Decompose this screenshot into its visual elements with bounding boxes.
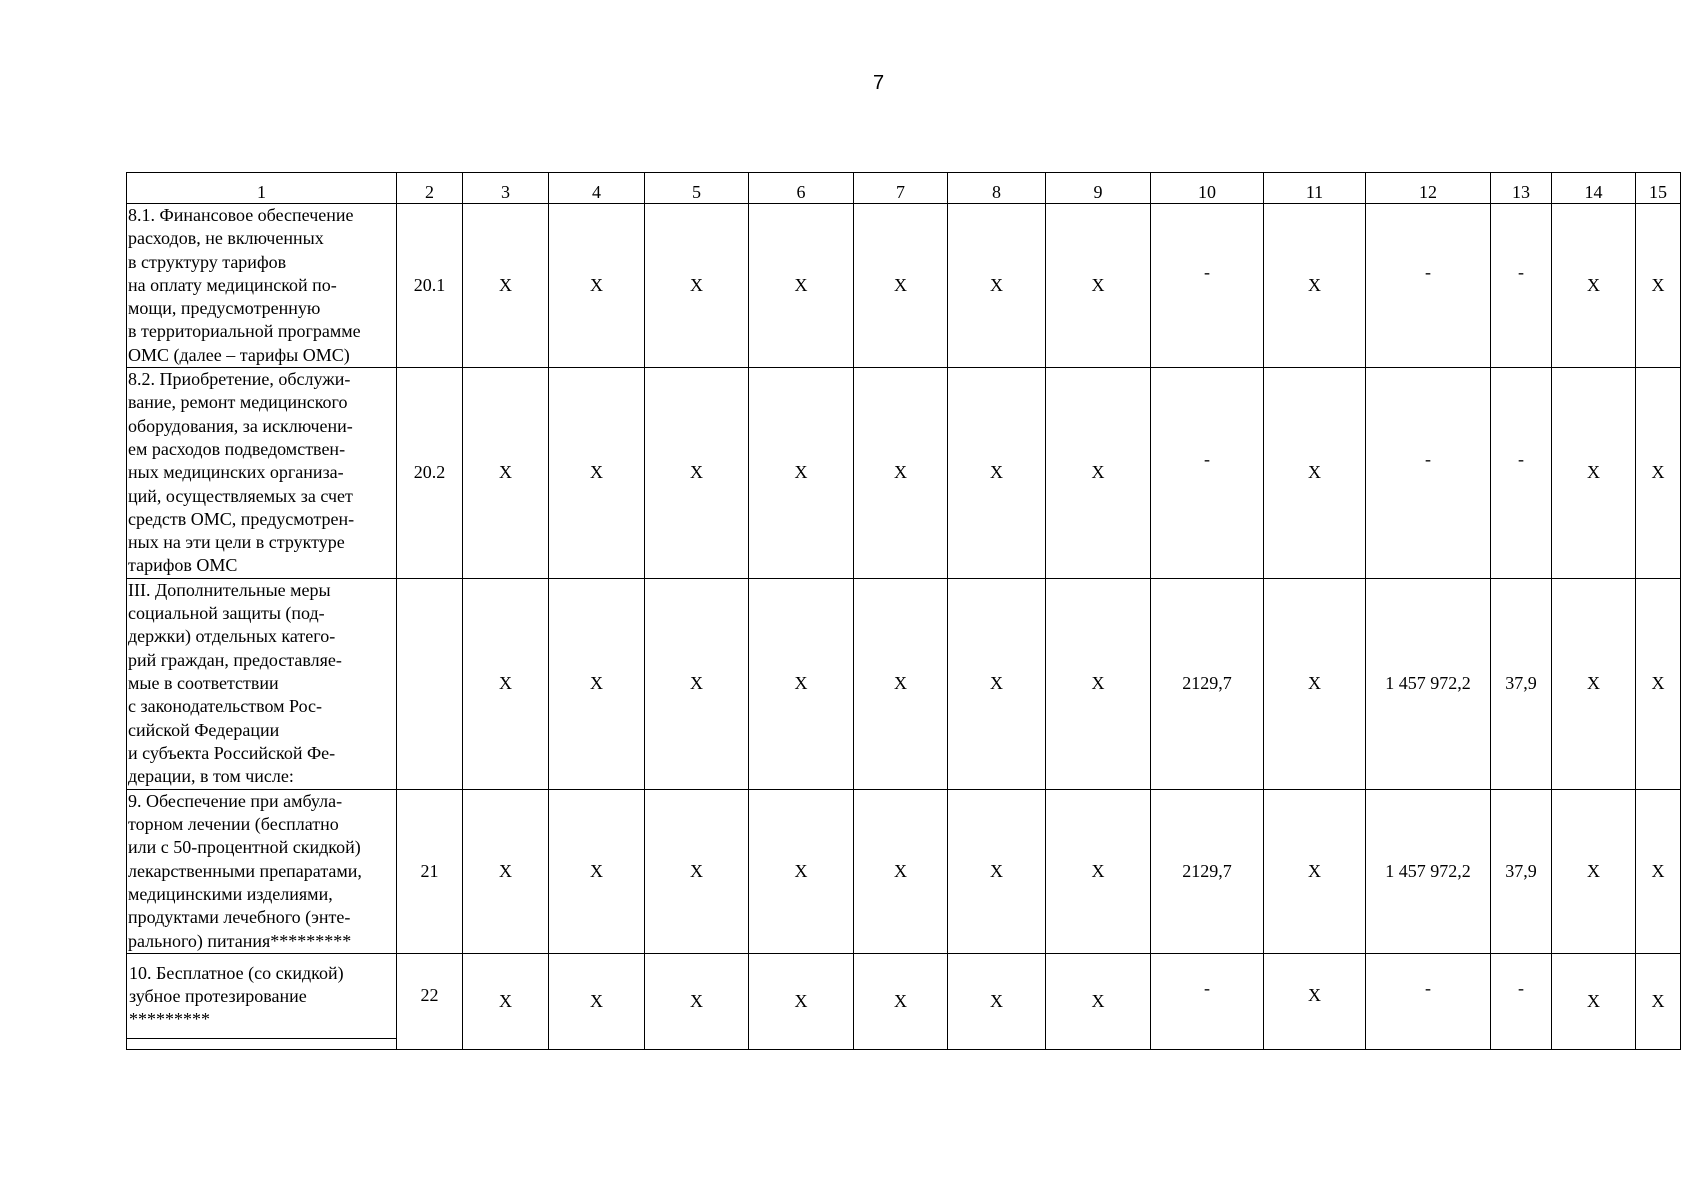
description-line: с законодательством Рос- [128, 696, 323, 717]
cell-value: X [590, 673, 603, 694]
cell-value: X [794, 462, 808, 483]
header-cell-2: 2 [397, 173, 463, 204]
cell-value: X [690, 673, 703, 694]
table-cell-col-13 [1491, 953, 1552, 1049]
table-cell-col-11 [1264, 368, 1366, 579]
cell-value: 37,9 [1505, 860, 1537, 881]
header-cell-6: 6 [749, 173, 854, 204]
header-cell-1: 1 [127, 173, 397, 204]
cell-value: - [1204, 261, 1210, 282]
cell-value: - [1518, 261, 1524, 282]
table-cell-col-9 [1046, 789, 1151, 953]
cell-value: X [990, 673, 1003, 694]
cell-value: X [1091, 990, 1105, 1011]
table-cell-col-12 [1366, 953, 1491, 1049]
cell-value: X [1587, 462, 1600, 483]
table-cell-col-12 [1366, 578, 1491, 789]
table-cell-col-2 [397, 368, 463, 579]
cell-value: X [794, 860, 808, 881]
description-line: средств ОМС, предусмотрен- [128, 508, 355, 529]
description-line: 9. Обеспечение при амбула- [128, 790, 343, 811]
table-cell-col-7 [854, 368, 948, 579]
table-cell-col-6 [749, 953, 854, 1049]
table-cell-col-7 [854, 953, 948, 1049]
table-row [127, 204, 1681, 368]
table-cell-col-2 [397, 789, 463, 953]
table-cell-col-15 [1636, 953, 1681, 1049]
cell-value: X [1091, 673, 1105, 694]
description-line: ********* [129, 1009, 210, 1030]
description-line: медицинскими изделиями, [128, 883, 333, 904]
table-cell-col-13 [1491, 368, 1552, 579]
cell-value: X [590, 274, 603, 295]
table-cell-col-10 [1151, 204, 1264, 368]
cell-value: 21 [420, 860, 439, 881]
table-cell-col-5 [645, 368, 749, 579]
description-line: ций, осуществляемых за счет [128, 485, 353, 506]
cell-value: X [1651, 274, 1665, 295]
cell-value: X [894, 990, 907, 1011]
table-cell-col-12 [1366, 368, 1491, 579]
header-cell-11: 11 [1264, 173, 1366, 204]
description-line: на оплату медицинской по- [128, 274, 337, 295]
cell-value: X [1091, 274, 1105, 295]
table-cell-col-8 [948, 578, 1046, 789]
description-line: III. Дополнительные меры [128, 579, 331, 600]
row-description [127, 204, 397, 368]
cell-value: X [690, 860, 703, 881]
table-cell-col-10 [1151, 789, 1264, 953]
row-description [127, 789, 397, 953]
table-cell-col-15 [1636, 578, 1681, 789]
description-line: мощи, предусмотренную [128, 298, 321, 319]
cell-value: X [1091, 462, 1105, 483]
table-cell-col-13 [1491, 789, 1552, 953]
description-line: мые в соответствии [128, 672, 279, 693]
table-cell-col-2 [397, 204, 463, 368]
cell-value: X [894, 860, 907, 881]
table-cell-col-14 [1552, 953, 1636, 1049]
description-line: ем расходов подведомствен- [128, 438, 346, 459]
header-cell-5: 5 [645, 173, 749, 204]
header-cell-12: 12 [1366, 173, 1491, 204]
table-cell-col-11 [1264, 204, 1366, 368]
description-line: рий граждан, предоставляе- [128, 649, 342, 670]
table-row [127, 789, 1681, 953]
cell-value: X [590, 990, 603, 1011]
description-line: вание, ремонт медицинского [128, 392, 348, 413]
description-line: зубное протезирование [129, 986, 307, 1007]
cell-value: X [690, 462, 703, 483]
table-cell-col-15 [1636, 204, 1681, 368]
table-cell-col-3 [463, 578, 549, 789]
cell-value: 20.1 [413, 274, 446, 295]
cell-value: X [590, 860, 603, 881]
description-line: в структуру тарифов [128, 251, 287, 272]
description-line: дерации, в том числе: [128, 766, 294, 787]
cell-value: 1 457 972,2 [1385, 673, 1471, 694]
table-cell-col-3 [463, 953, 549, 1049]
table-cell-col-9 [1046, 204, 1151, 368]
cell-value: X [1651, 860, 1665, 881]
header-cell-8: 8 [948, 173, 1046, 204]
table-cell-col-8 [948, 953, 1046, 1049]
cell-value: X [990, 990, 1003, 1011]
description-line: сийской Федерации [128, 719, 280, 740]
table-cell-col-2 [397, 953, 463, 1049]
table-cell-col-13 [1491, 578, 1552, 789]
cell-value: X [499, 274, 512, 295]
table-cell-col-15 [1636, 789, 1681, 953]
table-cell-col-15 [1636, 368, 1681, 579]
table-cell-col-12 [1366, 789, 1491, 953]
table-cell-col-14 [1552, 368, 1636, 579]
header-cell-13: 13 [1491, 173, 1552, 204]
cell-value: X [794, 274, 808, 295]
cell-value: - [1204, 449, 1210, 470]
row-description [127, 953, 397, 1049]
description-line: рального) питания********* [128, 930, 352, 951]
budget-table [126, 172, 1681, 1050]
table-row [127, 953, 1681, 1049]
cell-value: X [990, 462, 1003, 483]
table-cell-col-11 [1264, 578, 1366, 789]
table-cell-col-9 [1046, 953, 1151, 1049]
table-cell-col-10 [1151, 368, 1264, 579]
description-line: держки) отдельных катего- [128, 626, 336, 647]
cell-value: X [499, 860, 512, 881]
cell-value: X [1651, 673, 1665, 694]
cell-value: X [1308, 860, 1321, 881]
table-cell-col-6 [749, 204, 854, 368]
table-row [127, 368, 1681, 579]
description-line: торном лечении (бесплатно [128, 814, 339, 835]
header-cell-15: 15 [1636, 173, 1681, 204]
header-cell-7: 7 [854, 173, 948, 204]
cell-value: - [1518, 449, 1524, 470]
table-cell-col-4 [549, 578, 645, 789]
table-cell-col-5 [645, 789, 749, 953]
cell-value: X [499, 990, 512, 1011]
table-cell-col-14 [1552, 789, 1636, 953]
cell-value: X [1587, 673, 1600, 694]
table-cell-col-4 [549, 953, 645, 1049]
description-line: тарифов ОМС [128, 555, 238, 576]
cell-value: - [1425, 261, 1431, 282]
cell-value: X [1308, 673, 1321, 694]
cell-value: X [1651, 462, 1665, 483]
table-row [127, 578, 1681, 789]
description-line: 8.2. Приобретение, обслужи- [128, 369, 351, 390]
header-cell-9: 9 [1046, 173, 1151, 204]
row-description [127, 578, 397, 789]
table-cell-col-11 [1264, 789, 1366, 953]
cell-value: 1 457 972,2 [1385, 860, 1471, 881]
table-cell-col-10 [1151, 578, 1264, 789]
page-number: 7 [872, 72, 885, 94]
cell-value: X [690, 274, 703, 295]
cell-value: X [1308, 274, 1321, 295]
table-cell-col-4 [549, 204, 645, 368]
cell-value: X [794, 990, 808, 1011]
header-cell-4: 4 [549, 173, 645, 204]
cell-value: X [690, 990, 703, 1011]
cell-value: X [1308, 462, 1321, 483]
cell-value: - [1425, 977, 1431, 998]
table-cell-col-3 [463, 368, 549, 579]
cell-value: X [1308, 984, 1321, 1005]
cell-value: - [1425, 449, 1431, 470]
table-cell-col-14 [1552, 204, 1636, 368]
table-cell-col-13 [1491, 204, 1552, 368]
cell-value: X [990, 860, 1003, 881]
table-cell-col-5 [645, 953, 749, 1049]
description-line: социальной защиты (под- [128, 603, 325, 624]
cell-value: - [1518, 977, 1524, 998]
cell-value: X [894, 673, 907, 694]
table-cell-col-8 [948, 204, 1046, 368]
description-line: ных на эти цели в структуре [128, 532, 345, 553]
description-line: продуктами лечебного (энте- [128, 907, 351, 928]
header-cell-3: 3 [463, 173, 549, 204]
description-line: ОМС (далее – тарифы ОМС) [128, 344, 350, 365]
table-cell-col-9 [1046, 368, 1151, 579]
cell-value: X [894, 274, 907, 295]
table-cell-col-6 [749, 368, 854, 579]
description-line: оборудования, за исключени- [128, 415, 353, 436]
description-line: и субъекта Российской Фе- [128, 742, 336, 763]
description-line: или с 50-процентной скидкой) [128, 837, 361, 858]
description-line: в территориальной программе [128, 321, 361, 342]
table-cell-col-7 [854, 204, 948, 368]
table-cell-col-2 [397, 578, 463, 789]
cell-value: X [894, 462, 907, 483]
table-cell-col-5 [645, 578, 749, 789]
table-header-row [127, 173, 1681, 204]
cell-value: 20.2 [413, 462, 446, 483]
table-cell-col-3 [463, 204, 549, 368]
table-cell-col-3 [463, 789, 549, 953]
cell-value: 2129,7 [1182, 673, 1232, 694]
cell-value: X [1091, 860, 1105, 881]
table-cell-col-7 [854, 789, 948, 953]
description-line: ных медицинских организа- [128, 462, 344, 483]
cell-value: 2129,7 [1182, 860, 1232, 881]
header-cell-10: 10 [1151, 173, 1264, 204]
cell-value: X [499, 673, 512, 694]
table-cell-col-8 [948, 789, 1046, 953]
table-cell-col-4 [549, 789, 645, 953]
row-description [127, 368, 397, 579]
cell-value: X [1651, 990, 1665, 1011]
cell-value: - [1204, 977, 1210, 998]
cell-value: X [499, 462, 512, 483]
table-cell-col-6 [749, 789, 854, 953]
cell-value: X [990, 274, 1003, 295]
table-cell-col-9 [1046, 578, 1151, 789]
table-body [127, 173, 1681, 1050]
table-cell-col-8 [948, 368, 1046, 579]
cell-value: X [794, 673, 808, 694]
table-cell-col-10 [1151, 953, 1264, 1049]
cell-value: X [590, 462, 603, 483]
description-line: 10. Бесплатное (со скидкой) [129, 962, 344, 983]
table-cell-col-7 [854, 578, 948, 789]
cell-value: 37,9 [1505, 673, 1537, 694]
description-line: расходов, не включенных [128, 228, 324, 249]
table-cell-col-6 [749, 578, 854, 789]
table-cell-col-4 [549, 368, 645, 579]
cell-value: X [1587, 990, 1600, 1011]
cell-value: X [1587, 274, 1600, 295]
cell-value: 22 [420, 984, 439, 1005]
table-cell-col-12 [1366, 204, 1491, 368]
cell-value: X [1587, 860, 1600, 881]
header-cell-14: 14 [1552, 173, 1636, 204]
table-cell-col-14 [1552, 578, 1636, 789]
table-cell-col-11 [1264, 953, 1366, 1049]
description-line: 8.1. Финансовое обеспечение [128, 205, 354, 225]
description-line: лекарственными препаратами, [128, 860, 362, 881]
table-cell-col-5 [645, 204, 749, 368]
